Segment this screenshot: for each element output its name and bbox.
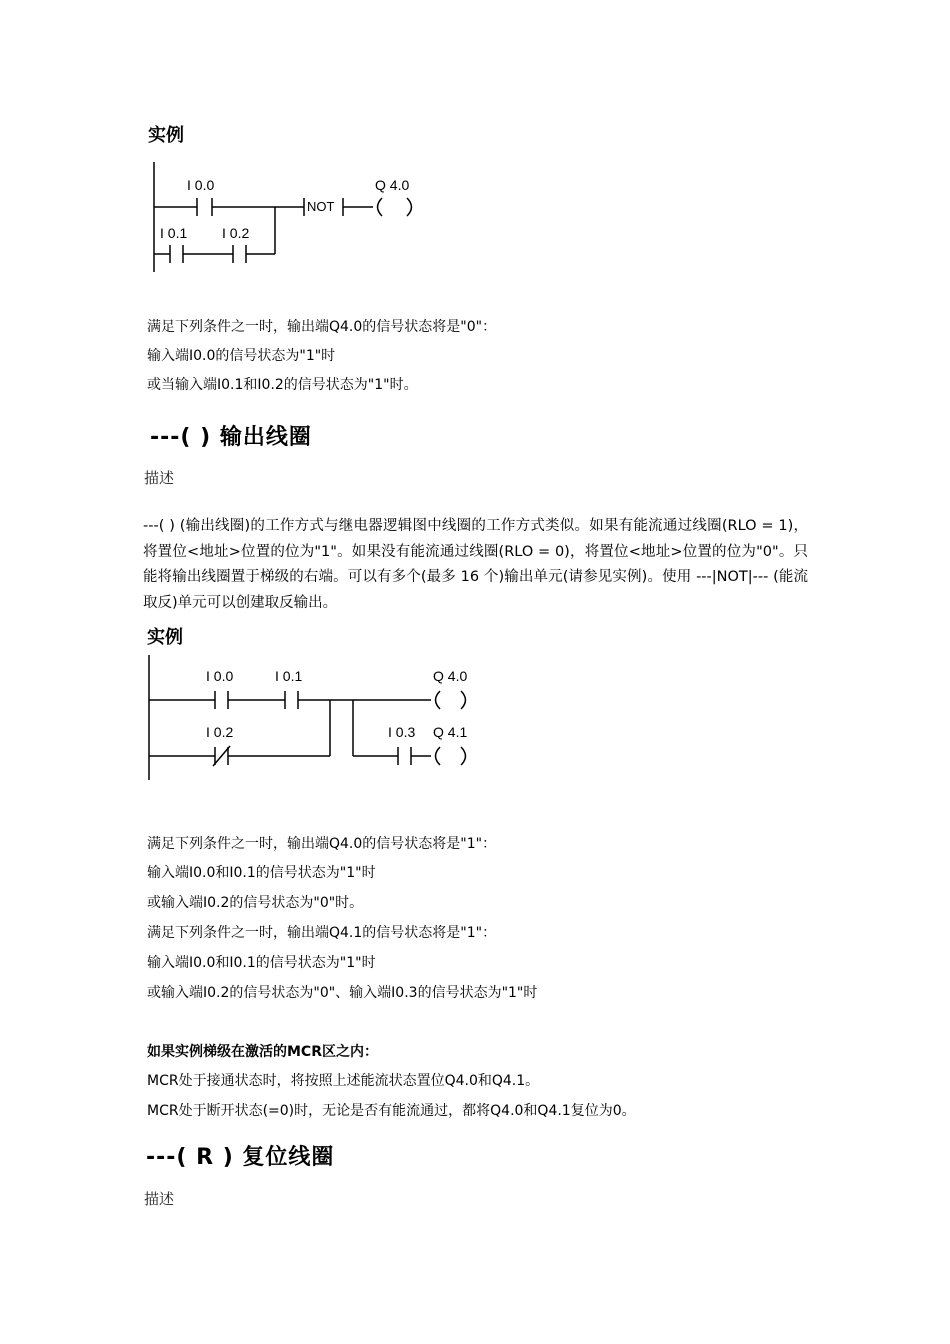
text-line: MCR处于断开状态(=0)时，无论是否有能流通过，都将Q4.0和Q4.1复位为0。 (147, 1103, 636, 1119)
description-paragraph: ---( ) (输出线圈)的工作方式与继电器逻辑图中线圈的工作方式类似。如果有能流通过线圈(RLO = 1)，将置位<地址>位置的位为"1"。如果没有能流通过线圈(RLO = 0)，将置位<地址>位置的位为"0"。只能将输出线圈置于梯级的右端。可以有多个(最多 16 个)输出单元(请参见实例)。使用 ---|NOT|--- (能流取反)单元可以创建取反输出。 (143, 518, 808, 611)
coil-label: Q 4.0 (433, 668, 468, 684)
contact-label: I 0.3 (388, 724, 416, 740)
example-heading-2: 实例 (147, 627, 183, 648)
section-title-output-coil: ---( ) 输出线圈 (150, 425, 312, 450)
text-line: 满足下列条件之一时，输出端Q4.0的信号状态将是"0"： (147, 319, 497, 335)
example-heading-1: 实例 (148, 125, 184, 146)
contact-label: I 0.0 (206, 668, 234, 684)
contact-label: I 0.0 (187, 177, 215, 193)
coil-label: Q 4.0 (375, 177, 410, 193)
contact-label: I 0.1 (275, 668, 303, 684)
contact-label: I 0.2 (222, 225, 250, 241)
not-label: NOT (307, 199, 335, 214)
text-line: MCR处于接通状态时，将按照上述能流状态置位Q4.0和Q4.1。 (147, 1073, 540, 1089)
contact-label: I 0.1 (160, 225, 188, 241)
text-line: 满足下列条件之一时，输出端Q4.1的信号状态将是"1"： (147, 925, 497, 941)
text-line: 输入端I0.0的信号状态为"1"时 (147, 348, 336, 364)
ladder-diagram-2 (140, 650, 490, 785)
text-line: 或输入端I0.2的信号状态为"0"时。 (147, 895, 364, 911)
ladder-diagram-1 (140, 160, 440, 280)
text-line: 输入端I0.0和I0.1的信号状态为"1"时 (147, 955, 376, 971)
description-label: 描述 (144, 469, 175, 487)
text-line: 或输入端I0.2的信号状态为"0"、输入端I0.3的信号状态为"1"时 (147, 985, 538, 1001)
text-line: 或当输入端I0.1和I0.2的信号状态为"1"时。 (147, 377, 418, 393)
text-line: 输入端I0.0和I0.1的信号状态为"1"时 (147, 865, 376, 881)
coil-label: Q 4.1 (433, 724, 468, 740)
contact-label: I 0.2 (206, 724, 234, 740)
mcr-heading: 如果实例梯级在激活的MCR区之内： (147, 1044, 378, 1060)
section-title-reset-coil: ---( R ) 复位线圈 (146, 1145, 335, 1170)
text-line: 满足下列条件之一时，输出端Q4.0的信号状态将是"1"： (147, 836, 497, 852)
description-label: 描述 (144, 1190, 175, 1208)
